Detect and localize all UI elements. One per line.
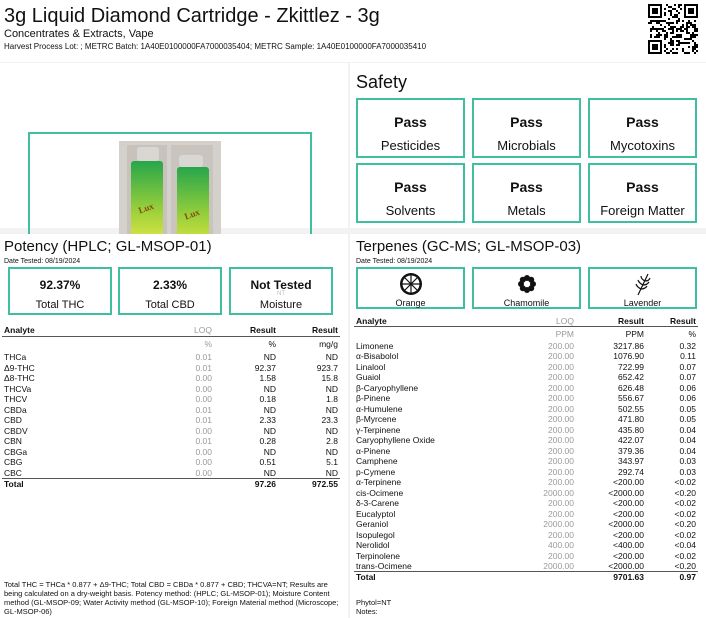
- result-cell: 471.80: [618, 414, 644, 425]
- analyte-cell: CBN: [4, 436, 22, 447]
- table-row: [2, 363, 340, 374]
- analyte-cell: Caryophyllene Oxide: [356, 435, 435, 446]
- total-cell: Total: [354, 572, 494, 583]
- safety-test-metals: [472, 163, 581, 223]
- result-alt-cell: 0.03: [679, 456, 696, 467]
- result-alt-cell: <0.02: [674, 529, 696, 540]
- result-alt-cell: 0.04: [679, 445, 696, 456]
- loq-cell: 200.00: [548, 372, 574, 383]
- report-header: [0, 0, 706, 62]
- result-alt-cell: 0.32: [679, 340, 696, 351]
- analyte-cell: δ-3-Carene: [356, 498, 399, 509]
- table-row: [2, 468, 340, 479]
- result-cell: ND: [263, 446, 276, 457]
- analyte-cell: α-Bisabolol: [356, 351, 399, 362]
- aroma-orange: [356, 267, 465, 309]
- total-cell: [152, 478, 214, 489]
- analyte-cell: Eucalyptol: [356, 508, 396, 519]
- unit-cell: [2, 336, 152, 352]
- loq-cell: 2000.00: [543, 519, 574, 530]
- safety-test-mycotoxins: [588, 98, 697, 158]
- result-alt-cell: ND: [325, 425, 338, 436]
- table-row: [354, 425, 698, 436]
- svg-text:Lux: Lux: [182, 206, 201, 222]
- summary-label: Moisture: [259, 299, 303, 311]
- result-cell: 435.80: [618, 424, 644, 435]
- result-alt-cell: ND: [325, 467, 338, 478]
- potency-table: [2, 325, 340, 489]
- column-header: Analyte: [356, 316, 387, 326]
- safety-test-microbials: [472, 98, 581, 158]
- table-row: [354, 488, 698, 499]
- loq-cell: 200.00: [548, 393, 574, 404]
- result-cell: 556.67: [618, 393, 644, 404]
- safety-status: Pass: [510, 114, 543, 130]
- product-title: 3g Liquid Diamond Cartridge - Zkittlez - 3g: [4, 5, 380, 27]
- result-cell: 502.55: [618, 403, 644, 414]
- result-cell: ND: [263, 404, 276, 415]
- table-row: [2, 384, 340, 395]
- safety-title: Safety: [356, 72, 408, 92]
- table-row: [2, 447, 340, 458]
- analyte-cell: Nerolidol: [356, 540, 390, 551]
- loq-cell: 0.00: [195, 457, 212, 468]
- loq-cell: 200.00: [548, 477, 574, 488]
- analyte-cell: Isopulegol: [356, 529, 395, 540]
- loq-cell: 200.00: [548, 361, 574, 372]
- table-row: [2, 373, 340, 384]
- result-alt-cell: ND: [325, 383, 338, 394]
- terpenes-table: [354, 316, 698, 582]
- table-row: [354, 341, 698, 352]
- total-cell: [494, 572, 576, 583]
- result-alt-cell: 0.04: [679, 424, 696, 435]
- result-alt-cell: 15.8: [321, 373, 338, 384]
- analyte-cell: CBDa: [4, 404, 27, 415]
- loq-cell: 200.00: [548, 435, 574, 446]
- result-cell: <2000.00: [608, 487, 644, 498]
- result-alt-cell: <0.02: [674, 508, 696, 519]
- loq-cell: 200.00: [548, 340, 574, 351]
- analyte-cell: Linalool: [356, 361, 386, 372]
- loq-cell: 0.00: [195, 467, 212, 478]
- result-cell: 722.99: [618, 361, 644, 372]
- result-cell: 379.36: [618, 445, 644, 456]
- result-alt-cell: 0.11: [680, 351, 696, 362]
- analyte-cell: β-Myrcene: [356, 414, 397, 425]
- table-row: [354, 498, 698, 509]
- analyte-cell: CBC: [4, 467, 22, 478]
- loq-cell: 0.01: [195, 436, 212, 447]
- result-cell: 0.18: [259, 394, 276, 405]
- result-alt-cell: 5.1: [326, 457, 338, 468]
- table-units-row: [354, 327, 698, 341]
- result-cell: 1076.90: [613, 351, 644, 362]
- result-cell: <200.00: [613, 508, 644, 519]
- total-cell: 9701.63: [576, 572, 646, 583]
- loq-cell: 0.00: [195, 425, 212, 436]
- table-row: [354, 393, 698, 404]
- column-header: Result: [670, 316, 696, 326]
- safety-test-name: Microbials: [497, 138, 556, 153]
- summary-value: 92.37%: [39, 278, 81, 292]
- analyte-cell: β-Caryophyllene: [356, 382, 419, 393]
- loq-cell: 400.00: [548, 540, 574, 551]
- result-cell: 343.97: [618, 456, 644, 467]
- result-alt-cell: 0.05: [679, 403, 696, 414]
- result-alt-cell: <0.20: [674, 561, 696, 571]
- loq-cell: 200.00: [548, 529, 574, 540]
- potency-date: Date Tested: 08/19/2024: [4, 258, 81, 265]
- table-row: [2, 436, 340, 447]
- table-row: [354, 551, 698, 562]
- total-cell: 972.55: [278, 478, 340, 489]
- analyte-cell: α-Pinene: [356, 445, 391, 456]
- safety-status: Pass: [510, 179, 543, 195]
- result-alt-cell: ND: [325, 404, 338, 415]
- loq-cell: 0.01: [195, 415, 212, 426]
- aroma-label: Orange: [395, 298, 426, 308]
- table-row: [354, 519, 698, 530]
- table-row: [354, 509, 698, 520]
- table-row: [354, 362, 698, 373]
- safety-status: Pass: [626, 179, 659, 195]
- result-alt-cell: 923.7: [316, 362, 338, 373]
- safety-test-foreign-matter: [588, 163, 697, 223]
- analyte-cell: γ-Terpinene: [356, 424, 401, 435]
- result-cell: <2000.00: [608, 561, 644, 571]
- moisture-box: [229, 267, 333, 315]
- table-row: [354, 561, 698, 572]
- potency-footnote: Total THC = THCa * 0.877 + Δ9-THC; Total CBD = CBDa * 0.877 + CBD; THCVA=NT; Results are being calculated on a dry-weight basis. Potency method: (HPLC; GL-MSOP-01); Moisture Content method (GL-MSOP-09; Water Activity method (GL-MSOP-10); Foreign Material method (Microscope; GL-MSOP-06): [4, 580, 339, 616]
- svg-text:Lux: Lux: [136, 200, 155, 216]
- safety-test-name: Foreign Matter: [600, 203, 685, 218]
- analyte-cell: Guaiol: [356, 372, 381, 383]
- result-alt-cell: <0.20: [674, 487, 696, 498]
- result-cell: 292.74: [618, 466, 644, 477]
- table-row: [354, 351, 698, 362]
- aroma-label: Lavender: [623, 298, 662, 308]
- column-header: LOQ: [556, 316, 574, 326]
- result-cell: <400.00: [613, 540, 644, 551]
- result-alt-cell: <0.20: [674, 519, 696, 530]
- analyte-cell: Δ9-THC: [4, 362, 35, 373]
- table-total-row: [2, 478, 340, 489]
- analyte-cell: THCa: [4, 352, 27, 363]
- lavender-sprig-icon: [590, 271, 695, 297]
- terpenes-date: Date Tested: 08/19/2024: [356, 258, 433, 265]
- result-cell: 0.28: [259, 436, 276, 447]
- loq-cell: 0.01: [195, 404, 212, 415]
- phytol-note: Phytol=NT: [356, 598, 392, 607]
- loq-cell: 0.00: [195, 373, 212, 384]
- result-alt-cell: 0.07: [679, 372, 696, 383]
- result-cell: 92.37: [254, 362, 276, 373]
- result-cell: 422.07: [618, 435, 644, 446]
- result-cell: <200.00: [613, 477, 644, 488]
- loq-cell: 0.00: [195, 383, 212, 394]
- result-alt-cell: <0.02: [674, 550, 696, 561]
- result-alt-cell: ND: [325, 446, 338, 457]
- lot-info: Harvest Process Lot: ; METRC Batch: 1A40E0100000FA7000035404; METRC Sample: 1A40E0100000FA7000035410: [4, 42, 427, 51]
- unit-cell: PPM: [576, 327, 646, 341]
- loq-cell: 200.00: [548, 445, 574, 456]
- table-row: [354, 540, 698, 551]
- safety-test-pesticides: [356, 98, 465, 158]
- analyte-cell: Limonene: [356, 340, 394, 351]
- analyte-cell: β-Pinene: [356, 393, 391, 404]
- unit-cell: %: [646, 327, 698, 341]
- column-header: LOQ: [194, 325, 212, 336]
- analyte-cell: CBGa: [4, 446, 28, 457]
- table-row: [354, 383, 698, 394]
- result-cell: <200.00: [613, 550, 644, 561]
- loq-cell: 2000.00: [543, 561, 574, 571]
- summary-value: Not Tested: [250, 278, 312, 292]
- safety-status: Pass: [394, 179, 427, 195]
- column-header: Result: [250, 325, 276, 336]
- loq-cell: 200.00: [548, 498, 574, 509]
- orange-slice-icon: [358, 271, 463, 297]
- result-alt-cell: <0.04: [674, 540, 696, 551]
- analyte-cell: Terpinolene: [356, 550, 400, 561]
- terpenes-title: Terpenes (GC-MS; GL-MSOP-03): [356, 238, 582, 255]
- analyte-cell: CBD: [4, 415, 22, 426]
- result-cell: ND: [263, 467, 276, 478]
- total-thc-box: [8, 267, 112, 315]
- unit-cell: mg/g: [278, 336, 340, 352]
- total-cell: 0.97: [646, 572, 698, 583]
- analyte-cell: CBDV: [4, 425, 28, 436]
- notes-label: Notes:: [356, 607, 378, 616]
- result-alt-cell: <0.02: [674, 477, 696, 488]
- potency-title: Potency (HPLC; GL-MSOP-01): [4, 238, 212, 255]
- safety-test-name: Mycotoxins: [609, 138, 676, 153]
- unit-cell: %: [214, 336, 278, 352]
- chamomile-flower-icon: [474, 271, 579, 297]
- result-alt-cell: 23.3: [321, 415, 338, 426]
- safety-test-name: Solvents: [385, 203, 436, 218]
- unit-cell: PPM: [494, 327, 576, 341]
- table-row: [354, 435, 698, 446]
- column-header: Result: [312, 325, 338, 336]
- table-row: [354, 414, 698, 425]
- result-cell: 652.42: [618, 372, 644, 383]
- result-cell: 3217.86: [613, 340, 644, 351]
- table-row: [2, 394, 340, 405]
- table-header-row: [2, 325, 340, 336]
- result-alt-cell: 0.04: [679, 435, 696, 446]
- analyte-cell: trans-Ocimene: [356, 561, 412, 571]
- analyte-cell: THCV: [4, 394, 28, 405]
- table-units-row: [2, 336, 340, 352]
- result-cell: 0.51: [259, 457, 276, 468]
- result-cell: ND: [263, 383, 276, 394]
- total-cell: 97.26: [214, 478, 278, 489]
- summary-value: 2.33%: [152, 278, 188, 292]
- result-alt-cell: 0.05: [679, 414, 696, 425]
- result-alt-cell: 0.06: [679, 382, 696, 393]
- product-category: Concentrates & Extracts, Vape: [4, 28, 154, 40]
- analyte-cell: α-Terpinene: [356, 477, 402, 488]
- table-row: [354, 456, 698, 467]
- loq-cell: 200.00: [548, 550, 574, 561]
- column-header: Result: [618, 316, 644, 326]
- safety-status: Pass: [394, 114, 427, 130]
- table-row: [354, 404, 698, 415]
- analyte-cell: α-Humulene: [356, 403, 403, 414]
- loq-cell: 0.00: [195, 394, 212, 405]
- result-cell: ND: [263, 352, 276, 363]
- analyte-cell: p-Cymene: [356, 466, 396, 477]
- result-cell: <200.00: [613, 498, 644, 509]
- table-row: [2, 352, 340, 363]
- result-alt-cell: <0.02: [674, 498, 696, 509]
- analyte-cell: Geraniol: [356, 519, 389, 530]
- result-alt-cell: 0.07: [679, 361, 696, 372]
- column-header: Analyte: [4, 325, 35, 336]
- unit-cell: %: [152, 336, 214, 352]
- safety-test-name: Pesticides: [380, 138, 441, 153]
- analyte-cell: cis-Ocimene: [356, 487, 404, 498]
- table-row: [2, 426, 340, 437]
- loq-cell: 200.00: [548, 508, 574, 519]
- loq-cell: 200.00: [548, 414, 574, 425]
- loq-cell: 200.00: [548, 424, 574, 435]
- safety-test-solvents: [356, 163, 465, 223]
- table-row: [354, 446, 698, 457]
- analyte-cell: THCVa: [4, 383, 32, 394]
- loq-cell: 0.00: [195, 446, 212, 457]
- summary-note: NT: [277, 291, 285, 297]
- result-cell: 1.58: [259, 373, 276, 384]
- loq-cell: 200.00: [548, 351, 574, 362]
- result-cell: 626.48: [618, 382, 644, 393]
- qr-code-icon[interactable]: [648, 4, 698, 54]
- safety-test-name: Metals: [507, 203, 546, 218]
- analyte-cell: Camphene: [356, 456, 398, 467]
- loq-cell: 200.00: [548, 466, 574, 477]
- result-alt-cell: 2.8: [326, 436, 338, 447]
- result-alt-cell: 1.8: [326, 394, 338, 405]
- table-header-row: [354, 316, 698, 327]
- analyte-cell: Δ8-THC: [4, 373, 35, 384]
- summary-label: Total THC: [35, 299, 85, 311]
- loq-cell: 200.00: [548, 456, 574, 467]
- table-row: [354, 372, 698, 383]
- table-row: [354, 467, 698, 478]
- loq-cell: 2000.00: [543, 487, 574, 498]
- result-cell: <2000.00: [608, 519, 644, 530]
- product-image-panel: [0, 63, 348, 228]
- total-cell: Total: [2, 478, 152, 489]
- unit-cell: [354, 327, 494, 341]
- result-alt-cell: ND: [325, 352, 338, 363]
- result-cell: 2.33: [259, 415, 276, 426]
- loq-cell: 200.00: [548, 382, 574, 393]
- total-cbd-box: [118, 267, 222, 315]
- aroma-lavender: [588, 267, 697, 309]
- table-row: [354, 530, 698, 541]
- result-alt-cell: 0.06: [679, 393, 696, 404]
- result-cell: ND: [263, 425, 276, 436]
- safety-status: Pass: [626, 114, 659, 130]
- table-row: [2, 415, 340, 426]
- result-cell: <200.00: [613, 529, 644, 540]
- table-row: [2, 405, 340, 416]
- aroma-chamomile: [472, 267, 581, 309]
- table-row: [2, 457, 340, 468]
- result-alt-cell: 0.03: [679, 466, 696, 477]
- table-total-row: [354, 572, 698, 583]
- aroma-label: Chamomile: [503, 298, 550, 308]
- analyte-cell: CBG: [4, 457, 23, 468]
- summary-label: Total CBD: [145, 299, 195, 311]
- loq-cell: 0.01: [195, 362, 212, 373]
- table-row: [354, 477, 698, 488]
- loq-cell: 200.00: [548, 403, 574, 414]
- loq-cell: 0.01: [195, 352, 212, 363]
